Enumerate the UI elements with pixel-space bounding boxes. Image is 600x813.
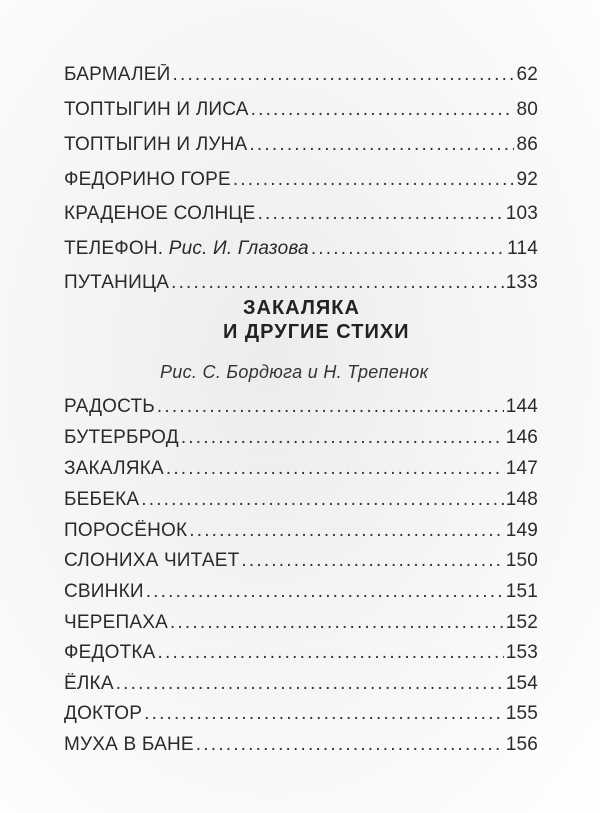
leader-dots [146, 581, 504, 603]
toc-entry-title [64, 238, 309, 260]
toc-entry-page: 148 [505, 489, 538, 510]
toc-entry-page: 80 [516, 99, 538, 120]
leader-dots [241, 550, 503, 572]
toc-entry[interactable] [64, 396, 538, 420]
toc-entry[interactable] [64, 99, 538, 123]
toc-entry[interactable] [64, 427, 538, 451]
toc-entry-title-text: ТЕЛЕФОН. [64, 238, 164, 259]
toc-entry-title: БАРМАЛЕЙ [64, 64, 171, 85]
toc-entry[interactable] [64, 134, 538, 158]
leader-dots [311, 238, 505, 260]
leader-dots [166, 458, 504, 480]
toc-entry-page: 144 [505, 396, 538, 417]
toc-entry-page: 86 [516, 134, 538, 155]
toc-entry-page: 149 [505, 520, 538, 541]
toc-entry-title: ФЕДОТКА [64, 642, 156, 663]
toc-entry-title: БЕБЕКА [64, 489, 140, 510]
toc-entry[interactable] [64, 550, 538, 574]
toc-entry[interactable] [64, 703, 538, 727]
toc-entry-page: 154 [505, 673, 538, 694]
leader-dots [196, 734, 504, 756]
toc-entry-title: БУТЕРБРОД [64, 427, 179, 448]
toc-entry-title: ЗАКАЛЯКА [64, 458, 164, 479]
toc-entry-page: 152 [505, 612, 538, 633]
toc-entry-title: ПУТАНИЦА [64, 272, 170, 293]
section-heading-line2: И ДРУГИЕ СТИХИ [223, 321, 410, 343]
toc-entry-title: ДОКТОР [64, 703, 143, 724]
toc-entry-page: 153 [505, 642, 538, 663]
leader-dots [181, 427, 504, 449]
toc-entry-page: 146 [505, 427, 538, 448]
leader-dots [258, 203, 504, 225]
toc-entry-page: 103 [505, 203, 538, 224]
leader-dots [251, 99, 515, 121]
toc-entry-page: 155 [505, 703, 538, 724]
toc-entry[interactable] [64, 458, 538, 482]
leader-dots [173, 64, 515, 86]
leader-dots [116, 673, 504, 695]
leader-dots [157, 396, 504, 418]
toc-entry-title: ПОРОСЁНОК [64, 520, 188, 541]
toc-entry-title: МУХА В БАНЕ [64, 734, 194, 755]
toc-entry-page: 114 [507, 238, 538, 259]
toc-entry-page: 156 [505, 734, 538, 755]
leader-dots [171, 272, 504, 294]
toc-entry-title: СЛОНИХА ЧИТАЕТ [64, 550, 240, 571]
leader-dots [141, 489, 503, 511]
toc-entry[interactable] [64, 642, 538, 666]
toc-entry[interactable] [64, 64, 538, 88]
leader-dots [158, 642, 504, 664]
toc-entry[interactable] [64, 673, 538, 697]
toc-entry-title: КРАДЕНОЕ СОЛНЦЕ [64, 203, 256, 224]
toc-entry-page: 133 [505, 272, 538, 293]
toc-entry-page: 151 [505, 581, 538, 602]
toc-entry[interactable] [64, 581, 538, 605]
toc-entry-title: СВИНКИ [64, 581, 144, 602]
toc-entry-title: ЁЛКА [64, 673, 114, 694]
leader-dots [189, 520, 503, 542]
toc-entry-title: ФЕДОРИНО ГОРЕ [64, 169, 231, 190]
toc-entry[interactable] [64, 238, 538, 262]
section-heading-line1: ЗАКАЛЯКА [243, 297, 360, 319]
leader-dots [170, 612, 504, 634]
toc-entry-title: РАДОСТЬ [64, 396, 155, 417]
leader-dots [144, 703, 504, 725]
toc-entry[interactable] [64, 272, 538, 296]
toc-entry[interactable] [64, 203, 538, 227]
toc-entry-page: 92 [516, 169, 538, 190]
toc-entry[interactable] [64, 520, 538, 544]
toc-entry-illustrator: Рис. И. Глазова [168, 238, 309, 259]
toc-entry[interactable] [64, 169, 538, 193]
toc-entry-page: 62 [516, 64, 538, 85]
leader-dots [233, 169, 515, 191]
toc-entry-page: 150 [505, 550, 538, 571]
toc-entry[interactable] [64, 734, 538, 758]
toc-entry-title: ЧЕРЕПАХА [64, 612, 168, 633]
toc-entry-page: 147 [505, 458, 538, 479]
section-illustrator-credit: Рис. С. Бордюга и Н. Трепенок [160, 362, 429, 382]
toc-entry-title: ТОПТЫГИН И ЛУНА [64, 134, 248, 155]
leader-dots [249, 134, 514, 156]
toc-entry[interactable] [64, 612, 538, 636]
toc-entry[interactable] [64, 489, 538, 513]
toc-entry-title: ТОПТЫГИН И ЛИСА [64, 99, 249, 120]
